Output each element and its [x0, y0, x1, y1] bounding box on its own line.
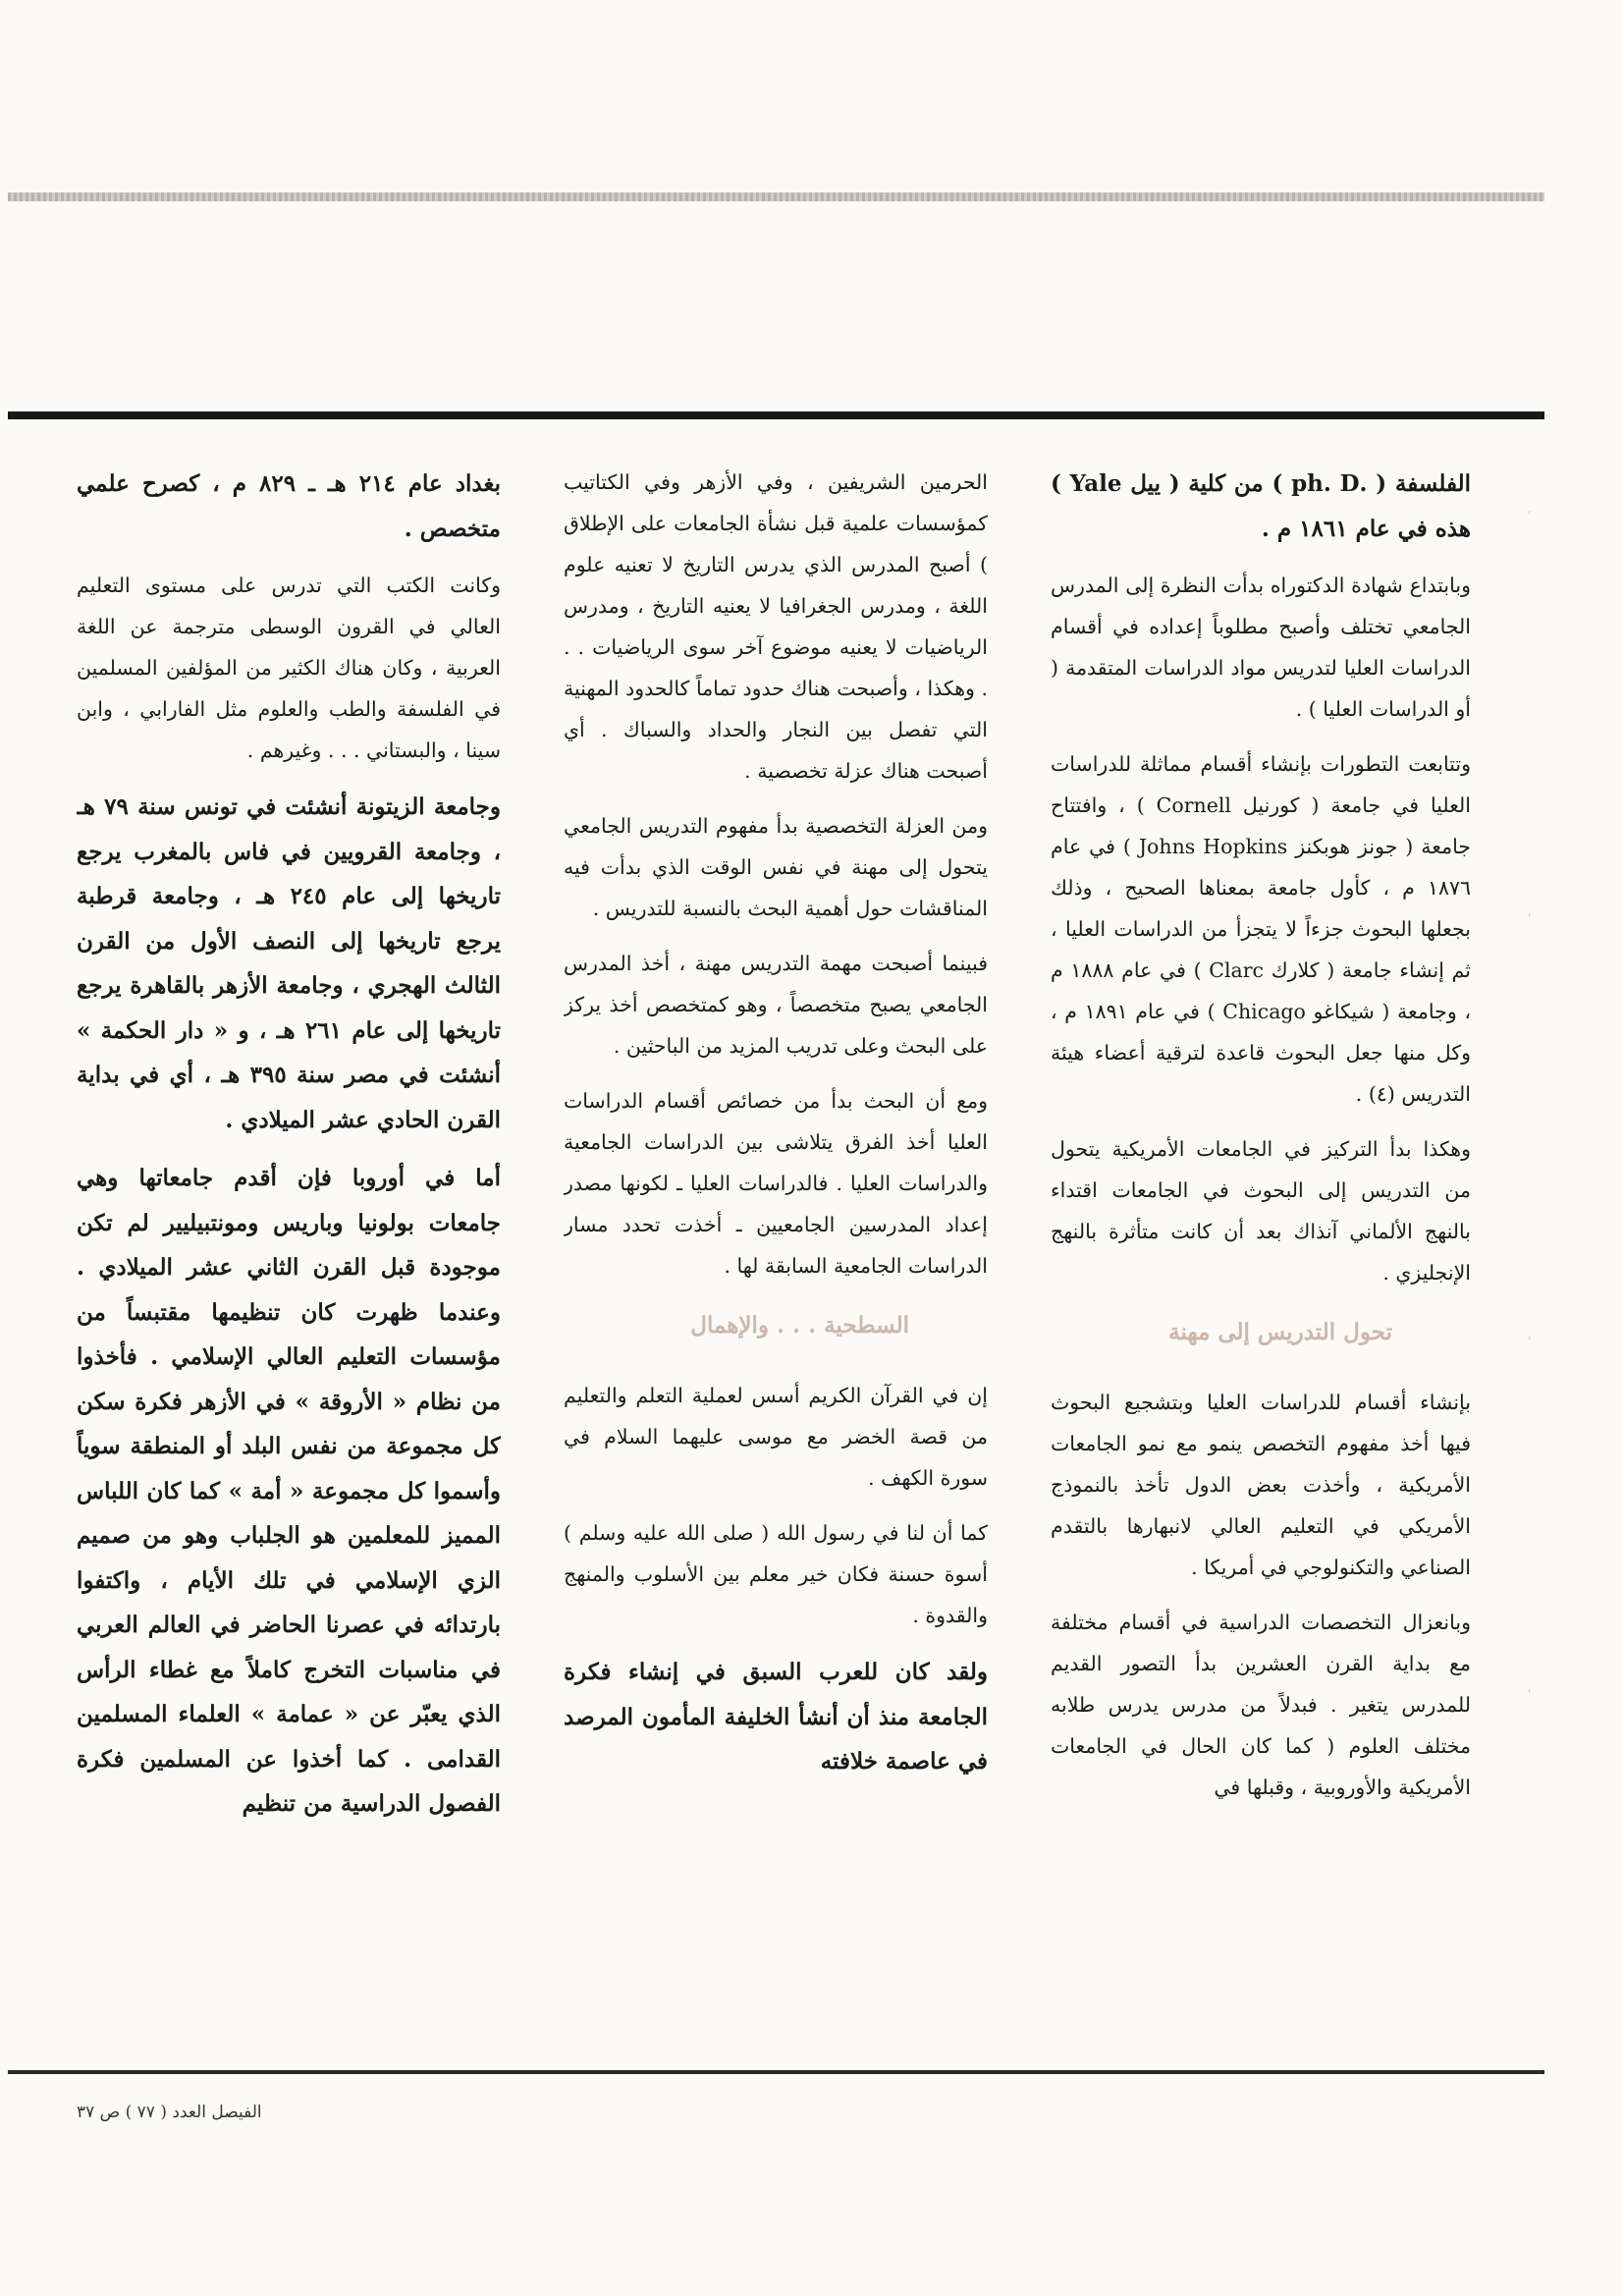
- header-divider-rule: [8, 411, 1544, 419]
- footer-rule: [8, 2070, 1544, 2074]
- section-heading: السطحية . . . والإهمال: [690, 1312, 909, 1339]
- article-paragraph: وجامعة الزيتونة أنشئت في تونس سنة ٧٩ هـ ، وجامعة القرويين في فاس بالمغرب يرجع تاريخها إلى عام ٢٤٥ هـ ، وجامعة قرطبة يرجع تاريخها إلى النصف الأول من القرن الثالث الهجري ، وجامعة الأزهر بالقاهرة يرجع تاريخها إلى عام ٢٦١ هـ ، و « دار الحكمة » أنشئت في مصر سنة ٣٩٥ هـ ، أي في بداية القرن الحادي عشر الميلادي .: [77, 793, 501, 1133]
- article-paragraph: إن في القرآن الكريم أسس لعملية التعلم والتعليم من قصة الخضر مع موسى عليهما السلام في سورة الكهف .: [564, 1384, 988, 1490]
- page-footer: الفيصل العدد ( ٧٧ ) ص ٣٧: [77, 2103, 262, 2122]
- article-paragraph: ومن العزلة التخصصية بدأ مفهوم التدريس الجامعي يتحول إلى مهنة في نفس الوقت الذي بدأت فيه المناقشات حول أهمية البحث بالنسبة للتدريس .: [564, 814, 988, 920]
- article-paragraph: وتتابعت التطورات بإنشاء أقسام مماثلة للدراسات العليا في جامعة ( كورنيل Cornell ) ، وافتتاح جامعة ( جونز هوبكنز Johns Hopkins ) في عام ١٨٧٦ م ، كأول جامعة بمعناها الصحيح ، وذلك بجعلها البحوث جزءاً لا يتجزأ من الدراسات العليا ، ثم إنشاء جامعة ( كلارك Clarc ) في عام ١٨٨٨ م ، وجامعة ( شيكاغو Chicago ) في عام ١٨٩١ م ، وكل منها جعل البحوث قاعدة لترقية أعضاء هيئة التدريس (٤) .: [1051, 752, 1471, 1106]
- article-paragraph: وهكذا بدأ التركيز في الجامعات الأمريكية يتحول من التدريس إلى البحوث في الجامعات اقتداء بالنهج الألماني آنذاك بعد أن كانت متأثرة بالنهج الإنجليزي .: [1051, 1137, 1471, 1285]
- top-decorative-rule: [8, 192, 1544, 201]
- article-paragraph: كما أن لنا في رسول الله ( صلى الله عليه وسلم ) أسوة حسنة فكان خير معلم بين الأسلوب والمنهج والقدوة .: [564, 1521, 988, 1627]
- article-paragraph: بإنشاء أقسام للدراسات العليا وبتشجيع البحوث فيها أخذ مفهوم التخصص ينمو مع نمو الجامعات الأمريكية ، وأخذت بعض الدول تأخذ بالنموذج الأمريكي في التعليم العالي لانبهارها بالتقدم الصناعي والتكنولوجي في أمريكا .: [1051, 1391, 1471, 1579]
- article-paragraph: وبانعزال التخصصات الدراسية في أقسام مختلفة مع بداية القرن العشرين بدأ التصور القديم للمدرس يتغير . فبدلاً من مدرس يدرس طلابه مختلف العلوم ( كما كان الحال في الجامعات الأمريكية والأوروبية ، وقبلها في: [1051, 1611, 1471, 1799]
- article-paragraph: بغداد عام ٢١٤ هـ ـ ٨٢٩ م ، كصرح علمي متخصص .: [77, 470, 501, 542]
- article-column-left: [77, 462, 501, 2057]
- article-paragraph: أما في أوروبا فإن أقدم جامعاتها وهي جامعات بولونيا وباريس ومونتبيليير لم تكن موجودة قبل القرن الثاني عشر الميلادي . وعندما ظهرت كان تنظيمها مقتبساً من مؤسسات التعليم العالي الإسلامي . فأخذوا من نظام « الأروقة » في الأزهر فكرة سكن كل مجموعة من نفس البلد أو المنطقة سوياً وأسموا كل مجموعة « أمة » كما كان اللباس المميز للمعلمين هو الجلباب وهو من صميم الزي الإسلامي في تلك الأيام ، واكتفوا بارتدائه في عصرنا الحاضر في العالم العربي في مناسبات التخرج كاملاً مع غطاء الرأس الذي يعبّر عن « عمامة » العلماء المسلمين القدامى . كما أخذوا عن المسلمين فكرة الفصول الدراسية من تنظيم: [77, 1165, 501, 1817]
- article-paragraph: فبينما أصبحت مهمة التدريس مهنة ، أخذ المدرس الجامعي يصبح متخصصاً ، وهو كمتخصص أخذ يركز على البحث وعلى تدريب المزيد من الباحثين .: [564, 952, 988, 1058]
- magazine-page: ʿ ʿ ʿ ʿ الفلسفة ( .ph. D ) من كلية ( ييل Yale ) هذه في عام ١٨٦١ م . وبابتداع شهادة الدكتوراه بدأت النظرة إلى المدرس الجامعي تختلف وأصبح مطلوباً إعداده في أقسام الدراسات العليا لتدريس مواد الدراسات المتقدمة ( أو الدراسات العليا ) . وتتابعت التطورات بإنشاء أقسام مماثلة للدراسات العليا في جامعة ( كورنيل Cornell ) ، وافتتاح جامعة ( جونز هوبكنز Johns Hopkins ) في عام ١٨٧٦ م ، كأول جامعة بمعناها الصحيح ، وذلك بجعلها البحوث جزءاً لا يتجزأ من الدراسات العليا ، ثم إنشاء جامعة ( كلارك Clarc ) في عام ١٨٨٨ م ، وجامعة ( شيكاغو Chicago ) في عام ١٨٩١ م ، وكل منها جعل البحوث قاعدة لترقية أعضاء هيئة التدريس (٤) . وهكذا بدأ التركيز في الجامعات الأمريكية يتحول من التدريس إلى البحوث في الجامعات اقتداء بالنهج الألماني آنذاك بعد أن كانت متأثرة بالنهج الإنجليزي . تحول التدريس إلى مهنة بإنشاء أقسام للدراسات العليا وبتشجيع البحوث فيها أخذ مفهوم التخصص ينمو مع نمو الجامعات الأمريكية ، وأخذت بعض الدول تأخذ بالنموذج الأمريكي في التعليم العالي لانبهارها بالتقدم الصناعي والتكنولوجي في أمريكا . وبانعزال التخصصات الدراسية في أقسام مختلفة مع بداية القرن العشرين بدأ التصور القديم للمدرس يتغير . فبدلاً من مدرس يدرس طلابه مختلف العلوم ( كما كان الحال في الجامعات الأمريكية والأوروبية ، وقبلها في الحرمين الشريفين ، وفي الأزهر وفي الكتاتيب كمؤسسات علمية قبل نشأة الجامعات على الإطلاق ) أصبح المدرس الذي يدرس التاريخ لا تعنيه علوم اللغة ، ومدرس الجغرافيا لا يعنيه التاريخ ، ومدرس الرياضيات لا يعنيه موضوع آخر سوى الرياضيات . . . وهكذا ، وأصبحت هناك حدود تماماً كالحدود المهنية التي تفصل بين النجار والحداد والسباك . أي أصبحت هناك عزلة تخصصية . ومن العزلة التخصصية بدأ مفهوم التدريس الجامعي يتحول إلى مهنة في نفس الوقت الذي بدأت فيه المناقشات حول أهمية البحث بالنسبة للتدريس . فبينما أصبحت مهمة التدريس مهنة ، أخذ المدرس الجامعي يصبح متخصصاً ، وهو كمتخصص أخذ يركز على البحث وعلى تدريب المزيد من الباحثين . ومع أن البحث بدأ من خصائص أقسام الدراسات العليا أخذ الفرق يتلاشى بين الدراسات الجامعية والدراسات العليا . فالدراسات العليا ـ لكونها مصدر إعداد المدرسين الجامعيين ـ أخذت تحدد مسار الدراسات الجامعية السابقة لها . السطحية . . . والإهمال إن في القرآن الكريم أسس لعملية التعلم والتعليم من قصة الخضر مع موسى عليهما السلام في سورة الكهف . كما أن لنا في رسول الله ( صلى الله عليه وسلم ) أسوة حسنة فكان خير معلم بين الأسلوب والمنهج والقدوة . ولقد كان للعرب السبق في إنشاء فكرة الجامعة منذ أن أنشأ الخليفة المأمون المرصد في عاصمة خلافته بغداد عام ٢١٤ هـ ـ ٨٢٩ م ، كصرح علمي متخصص . وكانت الكتب التي تدرس على مستوى التعليم العالي في القرون الوسطى مترجمة عن اللغة العربية ، وكان هناك الكثير من المؤلفين المسلمين في الفلسفة والطب والعلوم مثل الفارابي ، وابن سينا ، والبستاني . . . وغيرهم . وجامعة الزيتونة أنشئت في تونس سنة ٧٩ هـ ، وجامعة القرويين في فاس بالمغرب يرجع تاريخها إلى عام ٢٤٥ هـ ، وجامعة قرطبة يرجع تاريخها إلى النصف الأول من القرن الثالث الهجري ، وجامعة الأزهر بالقاهرة يرجع تاريخها إلى عام ٢٦١ هـ ، و « دار الحكمة » أنشئت في مصر سنة ٣٩٥ هـ ، أي في بداية القرن الحادي عشر الميلادي . أما في أوروبا فإن أقدم جامعاتها وهي جامعات بولونيا وباريس ومونتبيليير لم تكن موجودة قبل القرن الثاني عشر الميلادي . وعندما ظهرت كان تنظيمها مقتبساً من مؤسسات التعليم العالي الإسلامي . فأخذوا من نظام « الأروقة » في الأزهر فكرة سكن كل مجموعة من نفس البلد أو المنطقة سوياً وأسموا كل مجموعة « أمة » كما كان اللباس المميز للمعلمين هو الجلباب وهو من صميم الزي الإسلامي في تلك الأيام ، واكتفوا بارتدائه في عصرنا الحاضر في العالم العربي في مناسبات التخرج كاملاً مع غطاء الرأس الذي يعبّر عن « عمامة » العلماء المسلمين القدامى . كما أخذوا عن المسلمين فكرة الفصول الدراسية من تنظيم الفيصل العدد ( ٧٧ ) ص ٣٧: [0, 0, 1623, 2296]
- article-column-middle: [564, 462, 988, 2057]
- article-paragraph: وكانت الكتب التي تدرس على مستوى التعليم العالي في القرون الوسطى مترجمة عن اللغة العربية ، وكان هناك الكثير من المؤلفين المسلمين في الفلسفة والطب والعلوم مثل الفارابي ، وابن سينا ، والبستاني . . . وغيرهم .: [77, 574, 501, 762]
- article-paragraph: الحرمين الشريفين ، وفي الأزهر وفي الكتاتيب كمؤسسات علمية قبل نشأة الجامعات على الإطلاق ) أصبح المدرس الذي يدرس التاريخ لا تعنيه علوم اللغة ، ومدرس الجغرافيا لا يعنيه التاريخ ، ومدرس الرياضيات لا يعنيه موضوع آخر سوى الرياضيات . . . وهكذا ، وأصبحت هناك حدود تماماً كالحدود المهنية التي تفصل بين النجار والحداد والسباك . أي أصبحت هناك عزلة تخصصية .: [564, 470, 988, 783]
- section-heading: تحول التدريس إلى مهنة: [1168, 1319, 1392, 1345]
- article-paragraph: ولقد كان للعرب السبق في إنشاء فكرة الجامعة منذ أن أنشأ الخليفة المأمون المرصد في عاصمة خلافته: [564, 1659, 988, 1775]
- article-paragraph: وبابتداع شهادة الدكتوراه بدأت النظرة إلى المدرس الجامعي تختلف وأصبح مطلوباً إعداده في أقسام الدراسات العليا لتدريس مواد الدراسات المتقدمة ( أو الدراسات العليا ) .: [1051, 574, 1471, 721]
- article-column-right: [1051, 462, 1471, 2057]
- article-paragraph: ومع أن البحث بدأ من خصائص أقسام الدراسات العليا أخذ الفرق يتلاشى بين الدراسات الجامعية والدراسات العليا . فالدراسات العليا ـ لكونها مصدر إعداد المدرسين الجامعيين ـ أخذت تحدد مسار الدراسات الجامعية السابقة لها .: [564, 1089, 988, 1278]
- article-paragraph: الفلسفة ( .ph. D ) من كلية ( ييل Yale ) هذه في عام ١٨٦١ م .: [1051, 470, 1471, 542]
